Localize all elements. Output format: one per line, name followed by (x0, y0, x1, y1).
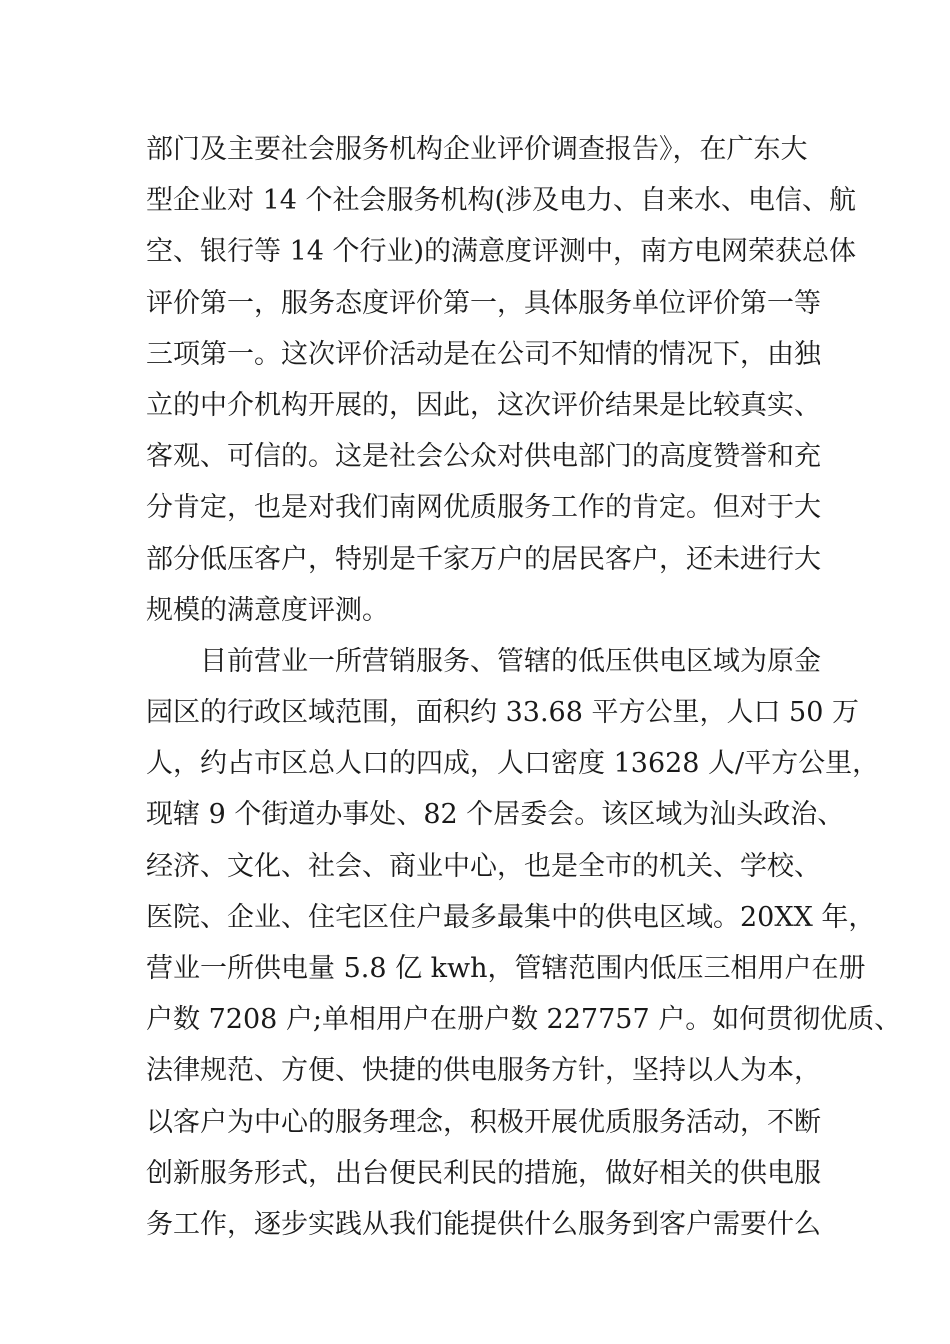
text-line: 创新服务形式，出台便民利民的措施，做好相关的供电服 (146, 1157, 821, 1189)
text-line: 部分低压客户，特别是千家万户的居民客户，还未进行大 (146, 543, 821, 575)
text-line: 医院、企业、住宅区住户最多最集中的供电区域。20XX 年， (146, 901, 876, 933)
text-line: 型企业对 14 个社会服务机构(涉及电力、自来水、电信、航 (146, 185, 857, 217)
paragraph-start-line: 目前营业一所营销服务、管辖的低压供电区域为原金 (200, 645, 821, 677)
text-line: 务工作，逐步实践从我们能提供什么服务到客户需要什么 (146, 1208, 821, 1240)
text-line: 部门及主要社会服务机构企业评价调查报告》，在广东大 (146, 134, 808, 165)
text-line: 客观、可信的。这是社会公众对供电部门的高度赞誉和充 (146, 441, 821, 473)
text-line: 人，约占市区总人口的四成，人口密度 13628 人/平方公里， (146, 748, 880, 780)
text-line: 园区的行政区域范围，面积约 33.68 平方公里，人口 50 万 (146, 697, 859, 729)
text-line: 三项第一。这次评价活动是在公司不知情的情况下，由独 (146, 338, 821, 370)
text-line: 经济、文化、社会、商业中心，也是全市的机关、学校、 (146, 850, 821, 882)
text-line: 户数 7208 户;单相用户在册户数 227757 户。如何贯彻优质、 (146, 1004, 902, 1036)
text-line: 营业一所供电量 5.8 亿 kwh，管辖范围内低压三相用户在册 (146, 953, 866, 984)
body-text (146, 124, 902, 1250)
text-line: 规模的满意度评测。 (146, 594, 389, 626)
text-line: 法律规范、方便、快捷的供电服务方针，坚持以人为本， (146, 1055, 821, 1087)
text-line: 现辖 9 个街道办事处、82 个居委会。该区域为汕头政治、 (146, 799, 845, 831)
text-line: 评价第一，服务态度评价第一，具体服务单位评价第一等 (146, 287, 821, 319)
text-line: 分肯定，也是对我们南网优质服务工作的肯定。但对于大 (146, 492, 821, 524)
text-line: 以客户为中心的服务理念，积极开展优质服务活动，不断 (146, 1106, 821, 1138)
text-line: 立的中介机构开展的，因此，这次评价结果是比较真实、 (146, 389, 821, 421)
text-line: 空、银行等 14 个行业)的满意度评测中，南方电网荣获总体 (146, 236, 857, 268)
